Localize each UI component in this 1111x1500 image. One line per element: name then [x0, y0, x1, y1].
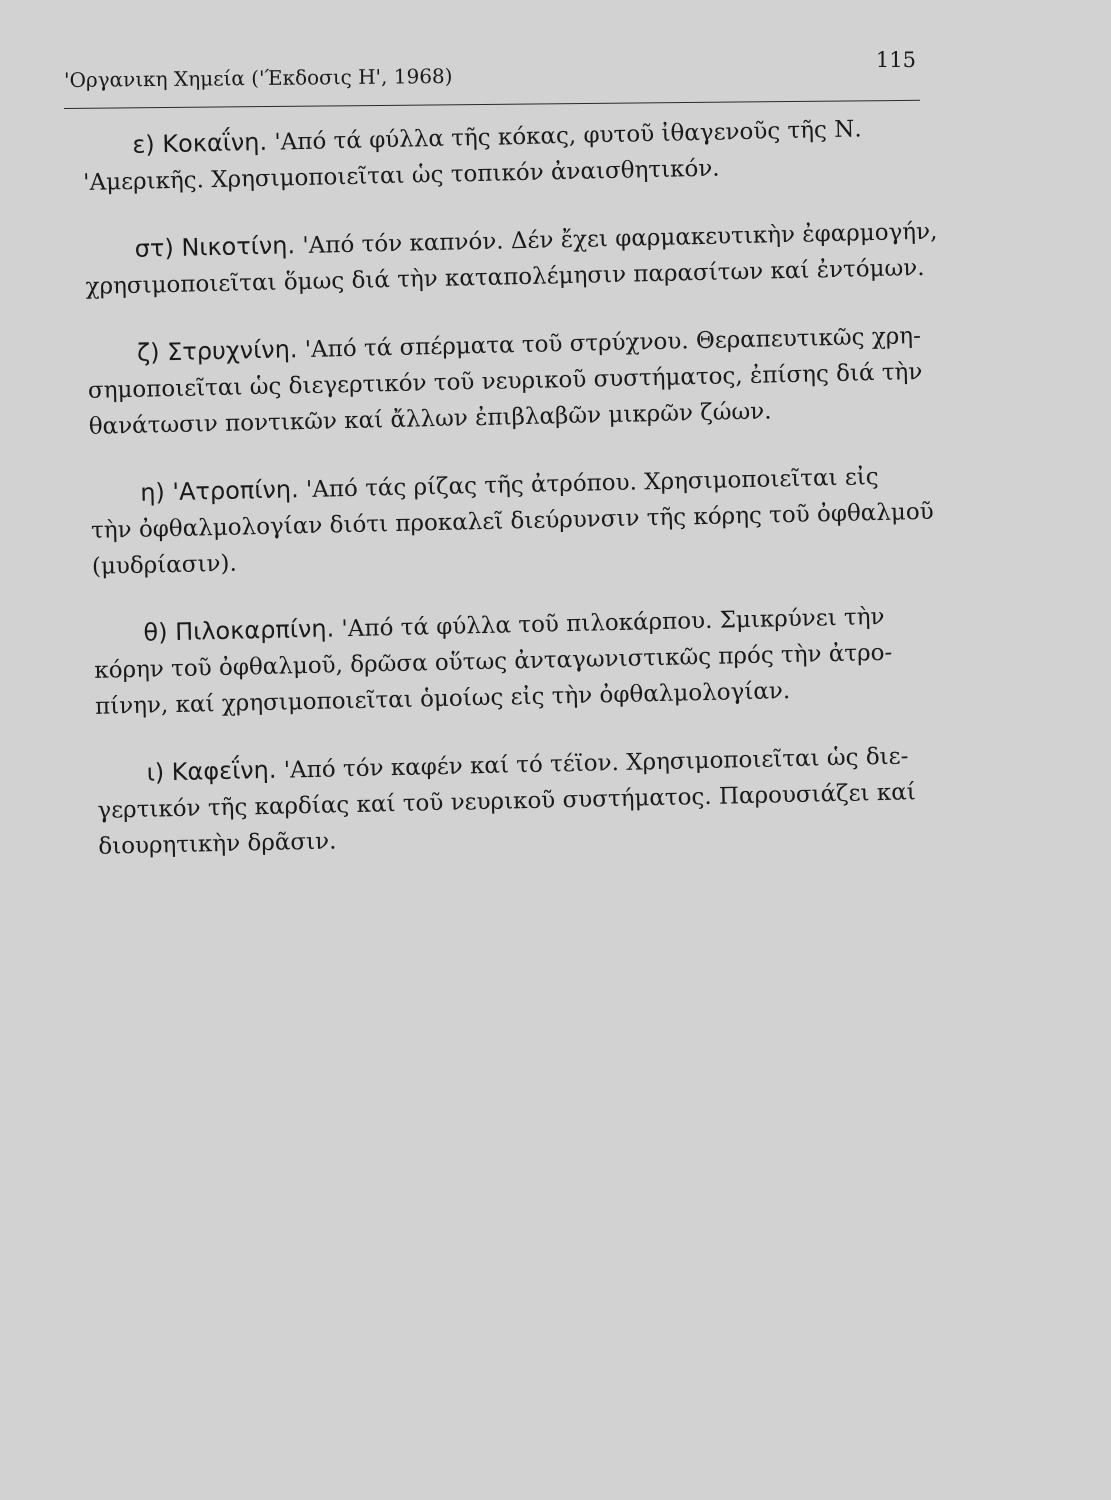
entry-nicotine — [84, 212, 947, 305]
entry-term: η) 'Ατροπίνη. — [139, 475, 299, 507]
body-text — [82, 108, 961, 895]
running-header — [63, 48, 924, 100]
entry-line: σημοποιεῖται ὡς διεγερτικόν τοῦ νευρικοῦ συστήματος, ἐπίσης διά τὴν — [87, 359, 923, 404]
entry-text: 'Από τόν καφέν καί τό τέϊον. Χρησιμοποιεῖται ὡς διε- — [283, 743, 909, 784]
entry-term: ζ) Στρυχνίνη. — [136, 335, 298, 367]
entry-pilocarpine — [93, 596, 957, 725]
entry-strychnine — [87, 316, 951, 445]
entry-text: 'Από τά φύλλα τοῦ πιλοκάρπου. Σμικρύνει τὴν — [341, 603, 885, 643]
entry-text: 'Από τάς ρίζας τῆς ἀτρόπου. Χρησιμοποιεῖται εἰς — [305, 464, 879, 504]
header-rule — [64, 100, 920, 109]
entry-cocaine — [82, 108, 945, 201]
entry-line: χρησιμοποιεῖται ὅμως διά τὴν καταπολέμησιν παρασίτων καί ἐντόμων. — [85, 254, 925, 300]
entry-term: στ) Νικοτίνη. — [134, 231, 296, 263]
entry-term: θ) Πιλοκαρπίνη. — [143, 614, 335, 647]
entry-line: διουρητικὴν δρᾶσιν. — [98, 828, 337, 860]
entry-term: ι) Καφεΐνη. — [146, 755, 277, 787]
entry-term: ε) Κοκαΐνη. — [132, 127, 268, 159]
page-number: 115 — [875, 48, 916, 72]
entry-text: 'Από τά φύλλα τῆς κόκας, φυτοῦ ἰθαγενοῦς τῆς Ν. — [274, 116, 862, 156]
entry-atropine — [90, 456, 954, 585]
entry-text: 'Από τόν καπνόν. Δέν ἔχει φαρμακευτικὴν ἐφαρμογήν, — [302, 218, 938, 260]
entry-line: γερτικόν τῆς καρδίας καί τοῦ νευρικοῦ συστήματος. Παρουσιάζει καί — [97, 779, 917, 824]
entry-line: πίνην, καί χρησιμοποιεῖται ὁμοίως εἰς τὴν ὀφθαλμολογίαν. — [94, 678, 791, 720]
entry-line: (μυδρίασιν). — [91, 550, 238, 580]
entry-line: 'Αμερικῆς. Χρησιμοποιεῖται ὡς τοπικόν ἀναισθητικόν. — [82, 155, 720, 196]
running-title: 'Οργανικη Χημεία ('Έκδοσις Η', 1968) — [63, 63, 453, 92]
entry-caffeine — [96, 736, 960, 865]
entry-line: θανάτωσιν ποντικῶν καί ἄλλων ἐπιβλαβῶν μικρῶν ζώων. — [88, 398, 772, 440]
entry-line: κόρην τοῦ ὀφθαλμοῦ, δρῶσα οὕτως ἀνταγωνιστικῶς πρός τὴν ἀτρο- — [94, 639, 893, 684]
entry-text: 'Από τά σπέρματα τοῦ στρύχνου. Θεραπευτικῶς χρη- — [304, 323, 922, 363]
entry-line: τὴν ὀφθαλμολογίαν διότι προκαλεῖ διεύρυνσιν τῆς κόρης τοῦ ὀφθαλμοῦ — [90, 498, 934, 544]
